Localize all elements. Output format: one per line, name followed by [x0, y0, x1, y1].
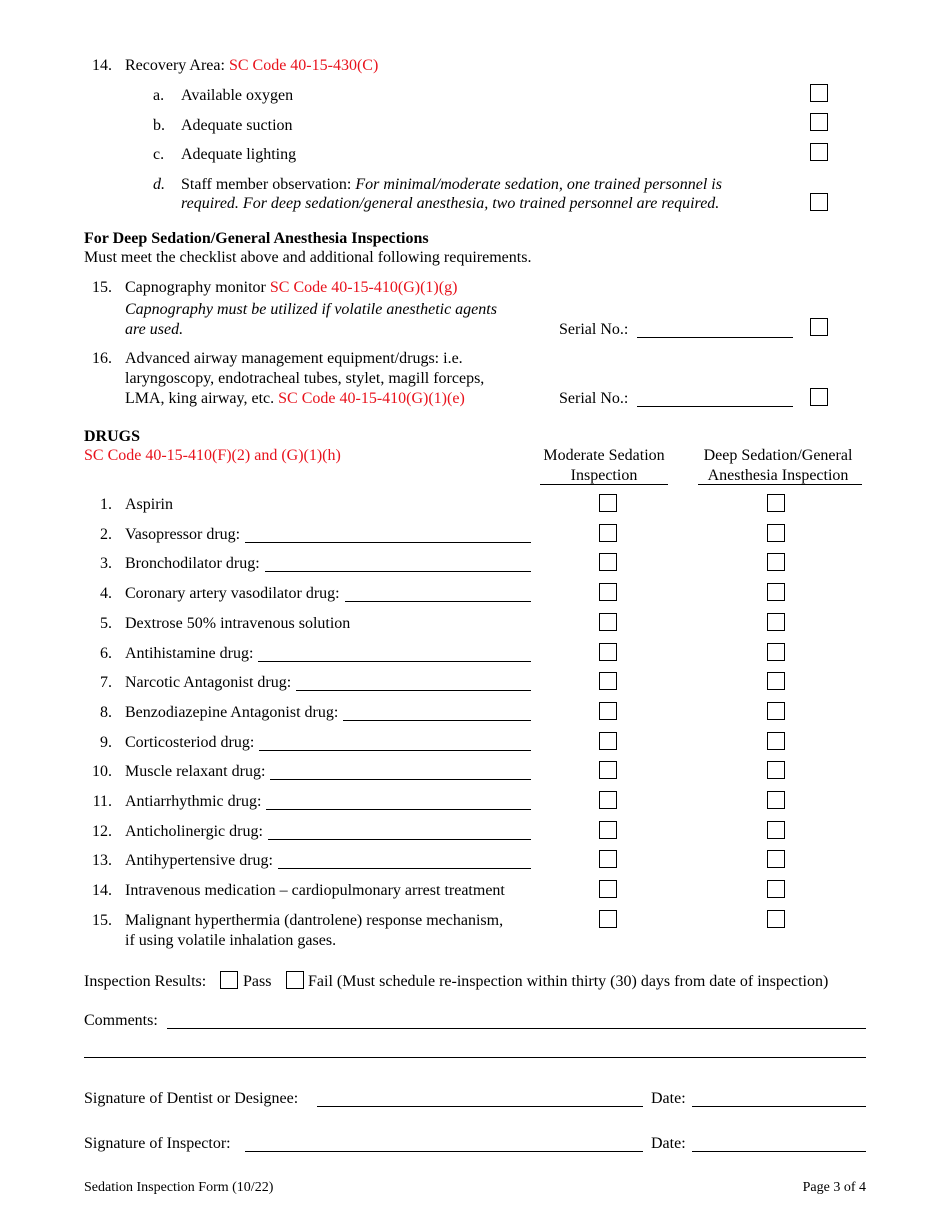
comments-input-line-2[interactable] [84, 1057, 866, 1058]
drug-name: Coronary artery vasodilator drug: [125, 585, 340, 602]
drug-number: 14. [92, 882, 112, 899]
moderate-sedation-checkbox[interactable] [599, 910, 617, 928]
col-moderate-header-1: Moderate Sedation [543, 447, 665, 464]
inspector-date-input[interactable] [692, 1151, 866, 1152]
recovery-item-suction: Adequate suction [181, 117, 293, 134]
col-moderate-underline [540, 484, 668, 485]
dentist-signature-label: Signature of Dentist or Designee: [84, 1090, 299, 1107]
footer-form-name: Sedation Inspection Form (10/22) [84, 1180, 274, 1195]
moderate-sedation-checkbox[interactable] [599, 613, 617, 631]
drug-number: 11. [92, 793, 112, 810]
inspector-signature-label: Signature of Inspector: [84, 1135, 231, 1152]
drug-name-input[interactable] [258, 661, 531, 662]
moderate-sedation-checkbox[interactable] [599, 494, 617, 512]
staff-observation-checkbox[interactable] [810, 193, 828, 211]
comments-input-line-1[interactable] [167, 1028, 866, 1029]
drug-name-input[interactable] [296, 690, 531, 691]
fail-label: Fail (Must schedule re-inspection within thirty (30) days from date of inspection) [308, 973, 829, 990]
item-14-number: 14. [92, 57, 112, 74]
airway-line-3-text: LMA, king airway, etc. [125, 390, 275, 407]
drug-name-input[interactable] [265, 571, 531, 572]
recovery-letter-d: d. [153, 176, 165, 193]
recovery-area-label: Recovery Area: [125, 57, 225, 74]
col-deep-header-2: Anesthesia Inspection [707, 467, 849, 484]
recovery-item-oxygen: Available oxygen [181, 87, 294, 104]
moderate-sedation-checkbox[interactable] [599, 850, 617, 868]
drug-number: 15. [92, 912, 112, 929]
pass-checkbox[interactable] [220, 971, 238, 989]
drug-name-input[interactable] [270, 779, 531, 780]
capnography-note-2: are used. [125, 321, 184, 338]
drug-number: 1. [100, 496, 112, 513]
deep-sedation-checkbox[interactable] [767, 702, 785, 720]
airway-line-1: Advanced airway management equipment/drugs: i.e. [125, 350, 463, 367]
drug-name: Benzodiazepine Antagonist drug: [125, 704, 339, 721]
staff-observation-label: Staff member observation: [181, 176, 352, 193]
drug-name-continued: if using volatile inhalation gases. [125, 932, 337, 949]
drugs-heading: DRUGS [84, 428, 141, 445]
drug-number: 7. [100, 674, 112, 691]
col-deep-underline [698, 484, 862, 485]
drug-number: 3. [100, 555, 112, 572]
item-16-number: 16. [92, 350, 112, 367]
drug-number: 6. [100, 645, 112, 662]
deep-sedation-checkbox[interactable] [767, 821, 785, 839]
drug-name-input[interactable] [259, 750, 531, 751]
recovery-letter-a: a. [153, 87, 165, 104]
moderate-sedation-checkbox[interactable] [599, 672, 617, 690]
moderate-sedation-checkbox[interactable] [599, 553, 617, 571]
deep-sedation-checkbox[interactable] [767, 910, 785, 928]
drug-name: Anticholinergic drug: [125, 823, 263, 840]
drug-number: 10. [92, 763, 112, 780]
footer-page-number: Page 3 of 4 [802, 1180, 866, 1195]
deep-sedation-checkbox[interactable] [767, 524, 785, 542]
dentist-signature-input[interactable] [317, 1106, 643, 1107]
drug-name: Antiarrhythmic drug: [125, 793, 262, 810]
deep-sedation-subheading: Must meet the checklist above and additional following requirements. [84, 249, 532, 266]
drug-number: 5. [100, 615, 112, 632]
recovery-letter-b: b. [153, 117, 165, 134]
moderate-sedation-checkbox[interactable] [599, 732, 617, 750]
recovery-letter-c: c. [153, 146, 165, 163]
drug-name-input[interactable] [343, 720, 531, 721]
deep-sedation-checkbox[interactable] [767, 880, 785, 898]
drug-number: 2. [100, 526, 112, 543]
fail-checkbox[interactable] [286, 971, 304, 989]
drug-name-input[interactable] [245, 542, 531, 543]
capnography-serial-input[interactable] [637, 337, 793, 338]
capnography-title [125, 278, 457, 298]
recovery-area-title [125, 56, 378, 76]
drug-name: Narcotic Antagonist drug: [125, 674, 292, 691]
oxygen-checkbox[interactable] [810, 84, 828, 102]
capnography-code: SC Code 40-15-410(G)(1)(g) [269, 279, 458, 296]
comments-label: Comments: [84, 1012, 158, 1029]
drug-number: 4. [100, 585, 112, 602]
deep-sedation-checkbox[interactable] [767, 850, 785, 868]
col-moderate-header-2: Inspection [570, 467, 638, 484]
deep-sedation-checkbox[interactable] [767, 613, 785, 631]
capnography-note-1: Capnography must be utilized if volatile anesthetic agents [125, 301, 497, 318]
inspector-date-label: Date: [651, 1135, 686, 1152]
deep-sedation-checkbox[interactable] [767, 791, 785, 809]
moderate-sedation-checkbox[interactable] [599, 791, 617, 809]
airway-checkbox[interactable] [810, 388, 828, 406]
drug-name: Intravenous medication – cardiopulmonary arrest treatment [125, 882, 505, 899]
capnography-serial-label: Serial No.: [559, 321, 629, 338]
col-deep-header-1: Deep Sedation/General [703, 447, 853, 464]
results-label: Inspection Results: [84, 973, 207, 990]
inspector-signature-input[interactable] [245, 1151, 643, 1152]
deep-sedation-checkbox[interactable] [767, 761, 785, 779]
airway-serial-input[interactable] [637, 406, 793, 407]
deep-sedation-checkbox[interactable] [767, 494, 785, 512]
drug-name: Vasopressor drug: [125, 526, 241, 543]
staff-observation-note-2: required. For deep sedation/general anesthesia, two trained personnel are required. [181, 195, 720, 212]
drug-name-input[interactable] [345, 601, 531, 602]
deep-sedation-checkbox[interactable] [767, 553, 785, 571]
drug-name: Dextrose 50% intravenous solution [125, 615, 351, 632]
drug-number: 13. [92, 852, 112, 869]
airway-code: SC Code 40-15-410(G)(1)(e) [278, 390, 465, 407]
dentist-date-input[interactable] [692, 1106, 866, 1107]
moderate-sedation-checkbox[interactable] [599, 524, 617, 542]
moderate-sedation-checkbox[interactable] [599, 702, 617, 720]
drug-name: Aspirin [125, 496, 173, 513]
item-15-number: 15. [92, 279, 112, 296]
drug-name: Antihistamine drug: [125, 645, 254, 662]
pass-label: Pass [243, 973, 272, 990]
drug-name: Muscle relaxant drug: [125, 763, 266, 780]
moderate-sedation-checkbox[interactable] [599, 821, 617, 839]
deep-sedation-checkbox[interactable] [767, 583, 785, 601]
capnography-checkbox[interactable] [810, 318, 828, 336]
drug-name: Bronchodilator drug: [125, 555, 260, 572]
airway-serial-label: Serial No.: [559, 390, 629, 407]
lighting-checkbox[interactable] [810, 143, 828, 161]
deep-sedation-checkbox[interactable] [767, 672, 785, 690]
recovery-item-lighting: Adequate lighting [181, 146, 297, 163]
airway-line-3 [125, 389, 465, 409]
drug-number: 9. [100, 734, 112, 751]
drug-number: 12. [92, 823, 112, 840]
deep-sedation-checkbox[interactable] [767, 732, 785, 750]
drug-number: 8. [100, 704, 112, 721]
drug-name-input[interactable] [278, 868, 531, 869]
deep-sedation-checkbox[interactable] [767, 643, 785, 661]
recovery-item-staff [181, 175, 722, 195]
staff-observation-note-1: For minimal/moderate sedation, one trained personnel is [355, 176, 722, 193]
moderate-sedation-checkbox[interactable] [599, 880, 617, 898]
drug-name: Corticosteriod drug: [125, 734, 255, 751]
suction-checkbox[interactable] [810, 113, 828, 131]
dentist-date-label: Date: [651, 1090, 686, 1107]
drug-name-input[interactable] [266, 809, 531, 810]
moderate-sedation-checkbox[interactable] [599, 761, 617, 779]
recovery-area-code: SC Code 40-15-430(C) [228, 57, 379, 74]
capnography-label: Capnography monitor [125, 279, 266, 296]
drugs-code: SC Code 40-15-410(F)(2) and (G)(1)(h) [84, 447, 341, 464]
moderate-sedation-checkbox[interactable] [599, 583, 617, 601]
drug-name-input[interactable] [268, 839, 531, 840]
moderate-sedation-checkbox[interactable] [599, 643, 617, 661]
drug-name: Malignant hyperthermia (dantrolene) response mechanism, [125, 912, 504, 929]
airway-line-2: laryngoscopy, endotracheal tubes, stylet, magill forceps, [125, 370, 485, 387]
deep-sedation-heading: For Deep Sedation/General Anesthesia Inspections [84, 230, 429, 247]
drug-name: Antihypertensive drug: [125, 852, 273, 869]
